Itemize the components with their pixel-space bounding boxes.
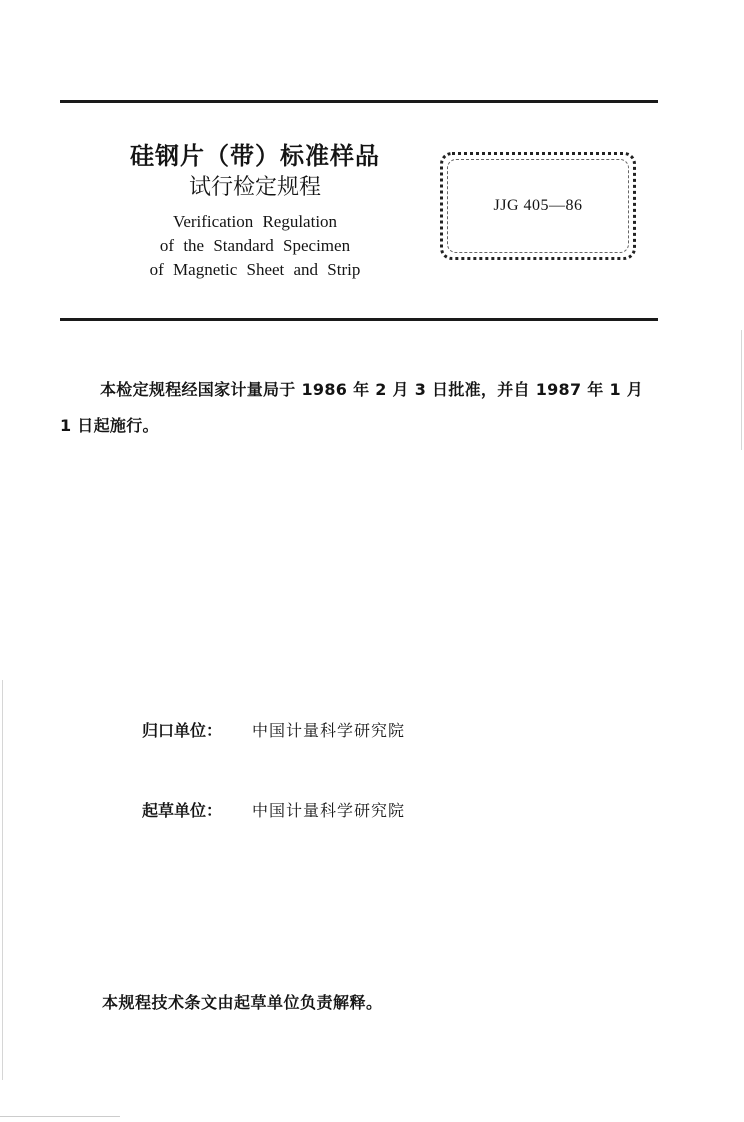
scan-edge-right: [741, 330, 742, 450]
title-english-line2: of the Standard Specimen: [159, 236, 351, 255]
drafting-unit-row: [142, 798, 405, 821]
title-english-line3: of Magnetic Sheet and Strip: [149, 260, 361, 279]
drafting-unit-value: 中国计量科学研究院: [252, 801, 406, 820]
responsible-unit-label: 归口单位：: [142, 721, 223, 740]
bottom-rule: [60, 318, 658, 321]
scan-edge-bottom: [0, 1116, 120, 1117]
responsible-unit-row: [142, 718, 405, 741]
title-chinese-line1: 硅钢片（带）标准样品: [130, 142, 380, 170]
scan-edge-left: [2, 680, 3, 1080]
top-rule: [60, 100, 658, 103]
title-chinese-line2: 试行检定规程: [188, 175, 321, 200]
responsible-unit-value: 中国计量科学研究院: [252, 721, 406, 740]
title-english-line1: Verification Regulation: [172, 212, 338, 231]
approval-paragraph: 本检定规程经国家计量局于 1986 年 2 月 3 日批准，并自 1987 年 1 月 1 日起施行。: [60, 380, 644, 435]
regulation-code-box: [440, 152, 636, 260]
interpretation-note: 本规程技术条文由起草单位负责解释。: [102, 993, 383, 1012]
drafting-unit-label: 起草单位：: [142, 801, 223, 820]
title-block: [95, 140, 415, 282]
regulation-code: JJG 405—86: [493, 197, 583, 214]
